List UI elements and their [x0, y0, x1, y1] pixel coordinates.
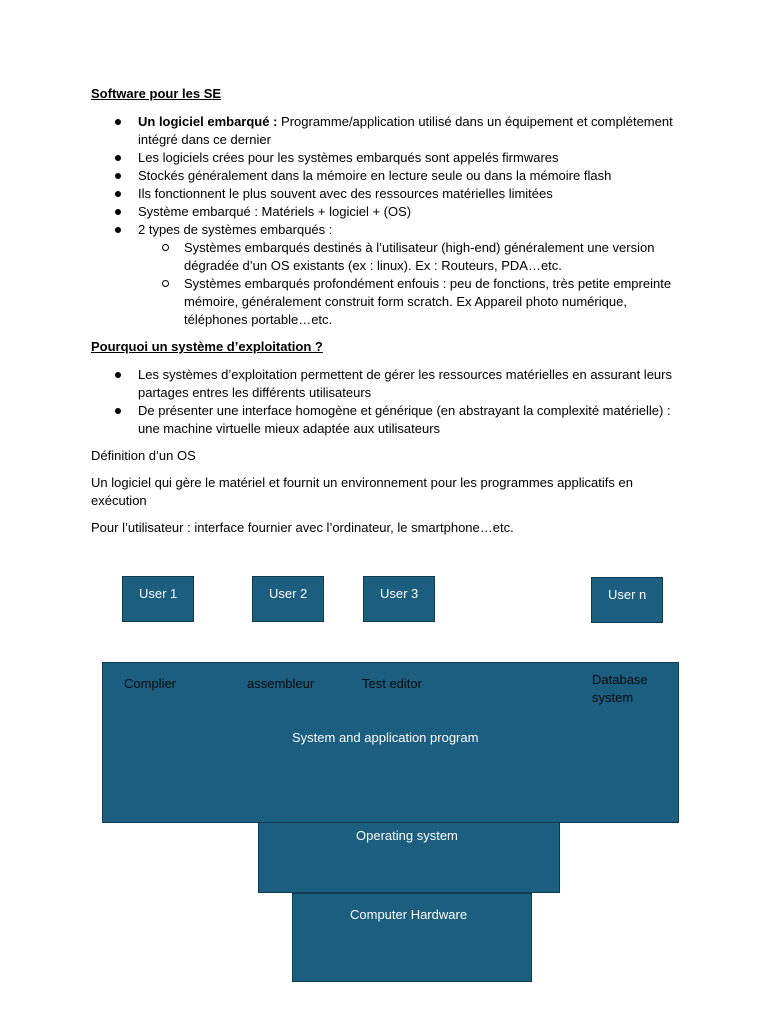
sub-list-item: Systèmes embarqués destinés à l’utilisateur (high-end) généralement une version dégradée d’un OS existants (ex : linux). Ex : Routeurs, PDA…etc.: [184, 239, 681, 275]
section-heading-software: Software pour les SE: [91, 86, 222, 101]
user-box: [363, 576, 435, 622]
compiler-label: Complier: [124, 676, 177, 691]
user-box: [122, 576, 194, 622]
assembler-label: assembleur: [247, 676, 315, 691]
definition-text: Un logiciel qui gère le matériel et fournit un environnement pour les programmes applicatifs en exécution: [91, 475, 633, 508]
user-label: User 3: [380, 586, 419, 601]
user-interface-text: Pour l’utilisateur : interface fournier avec l’ordinateur, le smartphone…etc.: [91, 520, 514, 535]
list-item: Ils fonctionnent le plus souvent avec des ressources matérielles limitées: [138, 185, 681, 203]
operating-system-label: Operating system: [356, 828, 458, 843]
text-editor-label: Test editor: [362, 676, 422, 691]
list-item: De présenter une interface homogène et générique (en abstrayant la complexité matérielle) : une machine virtuelle mieux adaptée aux utilisateurs: [138, 402, 681, 438]
list-item: [138, 221, 681, 329]
list-item: [138, 113, 681, 149]
application-programs-box: [102, 662, 679, 823]
bullet-text: Programme/application utilisé dans un équipement et complétement intégré dans ce dernier: [138, 114, 673, 147]
user-label: User 2: [269, 586, 308, 601]
bullet-text: 2 types de systèmes embarqués :: [138, 222, 333, 237]
os-bullet-list: [91, 366, 681, 438]
list-item: Stockés généralement dans la mémoire en lecture seule ou dans la mémoire flash: [138, 167, 681, 185]
database-system-label: Database system: [592, 672, 648, 705]
list-item: Les logiciels crées pour les systèmes embarqués sont appelés firmwares: [138, 149, 681, 167]
user-box: [252, 576, 324, 622]
computer-hardware-box: [292, 893, 532, 982]
list-item: Système embarqué : Matériels + logiciel + (OS): [138, 203, 681, 221]
user-label: User 1: [139, 586, 178, 601]
sub-list-item: Systèmes embarqués profondément enfouis : peu de fonctions, très petite empreinte mémoire, généralement construit form scratch. Ex Appareil photo numérique, téléphones portable…etc.: [184, 275, 681, 329]
document-text: [91, 85, 681, 546]
definition-title: Définition d’un OS: [91, 448, 196, 463]
system-application-program-label: System and application program: [292, 730, 479, 745]
computer-hardware-label: Computer Hardware: [350, 907, 468, 922]
software-bullet-list: [91, 113, 681, 329]
sub-bullet-list: [138, 239, 681, 329]
section-heading-pourquoi: Pourquoi un système d’exploitation ?: [91, 339, 323, 354]
list-item: Les systèmes d’exploitation permettent de gérer les ressources matérielles en assurant leurs partages entres les différents utilisateurs: [138, 366, 681, 402]
operating-system-box: [258, 823, 560, 893]
user-box: [591, 577, 663, 623]
user-label: User n: [608, 587, 647, 602]
bullet-bold-term: Un logiciel embarqué :: [138, 114, 278, 129]
